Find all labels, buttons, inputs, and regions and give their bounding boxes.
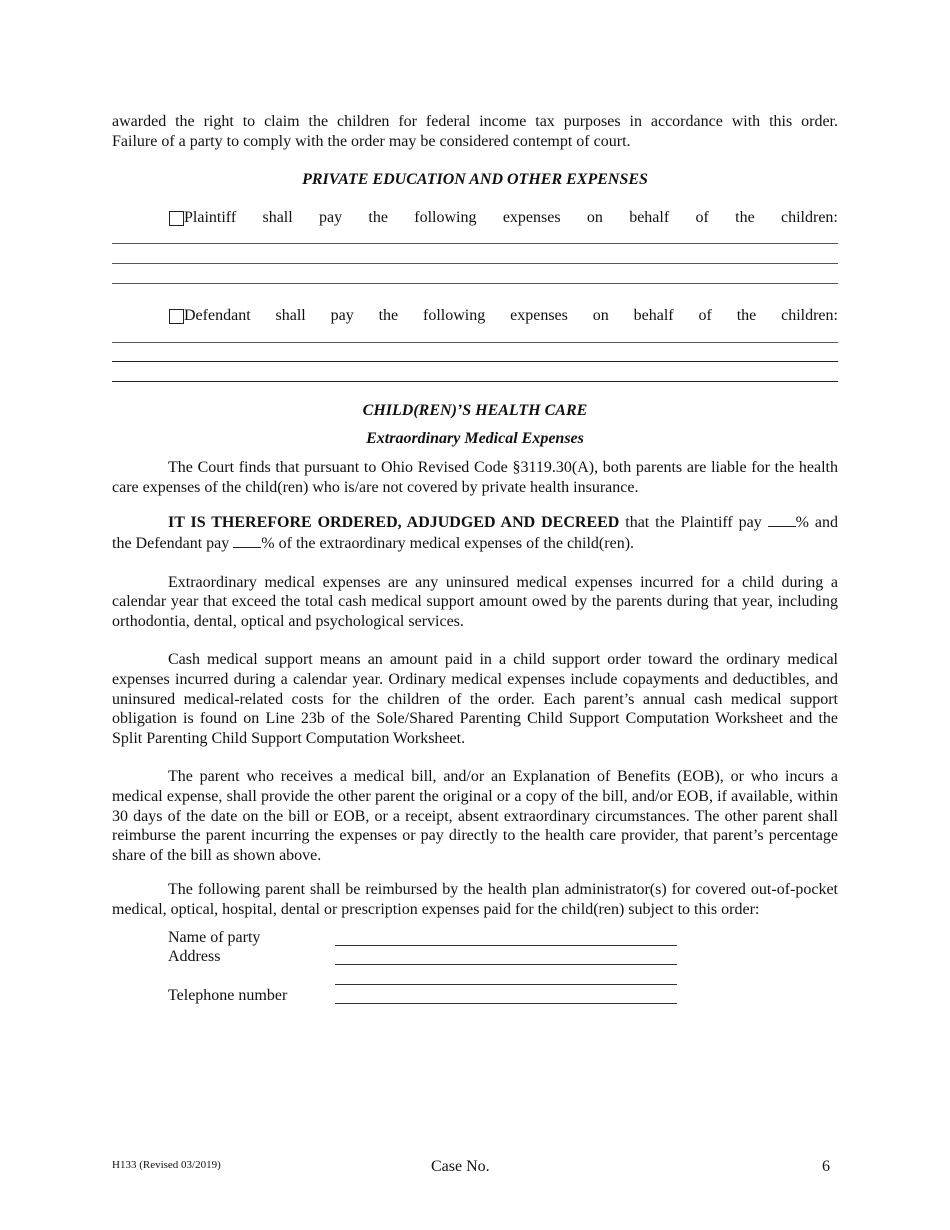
defendant-expenses-row	[169, 305, 838, 327]
order-text-3: % of the extraordinary medical expenses of the child(ren).	[261, 534, 635, 552]
defendant-word-7: behalf	[633, 307, 674, 325]
defendant-word-1: shall	[275, 307, 306, 325]
plaintiff-word-9: the	[735, 209, 755, 227]
plaintiff-word-10: children:	[781, 209, 838, 227]
order-text-1: that the Plaintiff pay	[619, 514, 768, 532]
intro-line-2: Failure of a party to comply with the order may be considered contempt of court.	[112, 132, 631, 150]
defendant-checkbox[interactable]	[169, 309, 184, 324]
plaintiff-word-1: shall	[262, 209, 293, 227]
page-number: 6	[822, 1158, 830, 1175]
form-id: H133 (Revised 03/2019)	[112, 1159, 221, 1171]
plaintiff-word-5: expenses	[502, 209, 561, 227]
telephone-label: Telephone number	[168, 987, 288, 1005]
order-bold-text: IT IS THEREFORE ORDERED, ADJUDGED AND DECREED	[168, 514, 620, 532]
plaintiff-word-2: pay	[319, 209, 343, 227]
defendant-word-0: Defendant	[184, 307, 251, 325]
plaintiff-word-7: behalf	[629, 209, 670, 227]
defendant-word-5: expenses	[510, 307, 568, 325]
order-paragraph	[112, 512, 838, 553]
defendant-word-3: the	[378, 307, 399, 325]
address-line-2[interactable]	[335, 984, 677, 985]
defendant-word-6: on	[592, 307, 609, 325]
document-page	[112, 112, 838, 1008]
defendant-word-8: of	[698, 307, 712, 325]
reimbursement-paragraph: The following parent shall be reimbursed by the health plan administrator(s) for covered out-of-pocket medical, optical, hospital, dental or prescription expenses paid for the child(ren) subject to this order:	[112, 881, 838, 918]
cash-medical-support-paragraph: Cash medical support means an amount paid in a child support order toward the ordinary medical expenses incurred during a calendar year. Ordinary medical expenses include copayments and deductibles, and uninsured medical-related costs for the children of the order. Each parent’s annual cash medical support obligation is found on Line 23b of the Sole/Shared Parenting Child Support Computation Worksheet and the Split Parenting Child Support Computation Worksheet.	[112, 651, 838, 747]
plaintiff-word-4: following	[414, 209, 477, 227]
defendant-word-2: pay	[330, 307, 354, 325]
name-of-party-line[interactable]	[335, 945, 677, 946]
extraordinary-medical-subheading: Extraordinary Medical Expenses	[366, 430, 584, 448]
defendant-word-4: following	[423, 307, 486, 325]
name-of-party-label: Name of party	[168, 929, 261, 947]
reimbursed-party-form	[168, 928, 838, 1008]
address-label: Address	[168, 948, 221, 966]
defendant-percent-blank[interactable]	[233, 533, 261, 548]
court-finds-paragraph: The Court finds that pursuant to Ohio Revised Code §3119.30(A), both parents are liable for the health care expenses of the child(ren) who is/are not covered by private health insurance.	[112, 459, 838, 496]
address-line-1[interactable]	[335, 964, 677, 965]
plaintiff-checkbox[interactable]	[169, 211, 184, 226]
medical-bill-paragraph: The parent who receives a medical bill, and/or an Explanation of Benefits (EOB), or who incurs a medical expense, shall provide the other parent the original or a copy of the bill, and/or EOB, if available, within 30 days of the date on the bill or EOB, or a receipt, absent extraordinary circumstances. The other parent shall reimburse the parent incurring the expenses or pay directly to the health care provider, that parent’s percentage share of the bill as shown above.	[112, 768, 838, 864]
intro-line-1: awarded the right to claim the children for federal income tax purposes in accordance with this order.	[112, 113, 838, 130]
plaintiff-word-8: of	[695, 209, 709, 227]
page-footer	[112, 1158, 838, 1180]
defendant-word-9: the	[736, 307, 757, 325]
plaintiff-expenses-row	[169, 207, 838, 229]
private-education-heading: PRIVATE EDUCATION AND OTHER EXPENSES	[302, 171, 648, 189]
extraordinary-definition-paragraph: Extraordinary medical expenses are any uninsured medical expenses incurred for a child during a calendar year that exceed the total cash medical support amount owed by the parents during that year, including orthodontia, dental, optical and psychological services.	[112, 573, 838, 630]
health-care-heading: CHILD(REN)’S HEALTH CARE	[362, 402, 588, 420]
plaintiff-word-0: Plaintiff	[184, 209, 237, 227]
case-number-label: Case No.	[431, 1158, 490, 1175]
telephone-line[interactable]	[335, 1003, 677, 1004]
plaintiff-word-6: on	[586, 209, 603, 227]
order-text-2: % and the Defendant pay	[112, 514, 839, 552]
plaintiff-percent-blank[interactable]	[768, 512, 796, 527]
plaintiff-word-3: the	[368, 209, 388, 227]
defendant-word-10: children:	[781, 307, 838, 325]
